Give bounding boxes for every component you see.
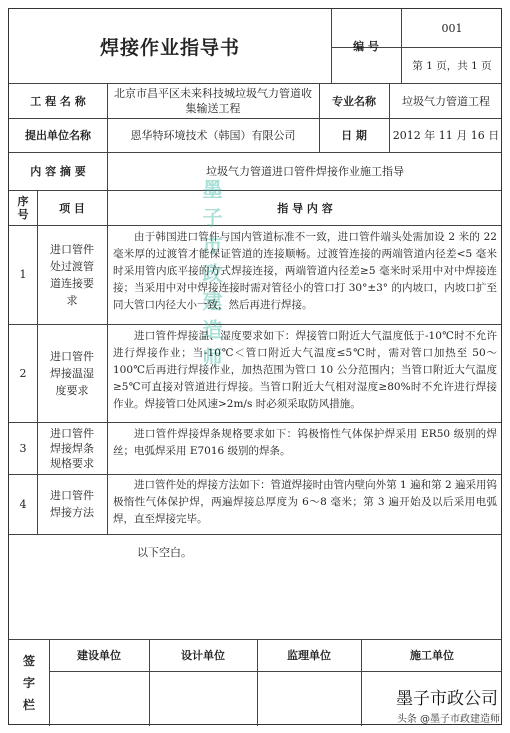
watermark: 墨子市政建造师 — [199, 179, 223, 375]
signature-column-supervision: 监理单位 — [287, 649, 331, 662]
rule — [49, 671, 501, 672]
summary-value: 垃圾气力管道进口管件焊接作业施工指导 — [206, 165, 404, 178]
row-content: 由于韩国进口管件与国内管道标准不一致，进口管件端头处需加设 2 米的 22 毫米厚的过渡管才能保证管道的连接顺畅。过渡管连接的两端管道内径差<5 毫米时采用管内底平接的方式焊接连接，两端管道内径差≥5 毫米时采用中对中焊接连接；当采用中对中焊接连接时需对管径小的管口打 30°±3° 的内坡口，内坡口扩至同大管口内径大小一致，然后再进行焊接。 — [113, 231, 497, 311]
document-title: 焊接作业指导书 — [99, 36, 240, 59]
column-header-item: 项 目 — [59, 201, 85, 215]
specialty-value: 垃圾气力管道工程 — [402, 94, 490, 108]
row-item: 进口管件焊接焊条规格要求 — [50, 426, 94, 470]
signature-column-construction: 建设单位 — [77, 649, 121, 662]
signature-label: 签字栏 — [22, 653, 35, 712]
rule — [9, 534, 501, 535]
guide-sheet — [8, 8, 502, 725]
blank-note: 以下空白。 — [137, 546, 192, 559]
row-number: 1 — [19, 268, 27, 281]
brand-overlay: 墨子市政公司 — [396, 689, 498, 709]
row-content: 进口管件焊接温、湿度要求如下：焊接管口附近大气温度低于-10℃时不允许进行焊接作业；当-10℃＜管口附近大气温度≤5℃时，需对管口加热至 50～100℃后再进行焊接作业，加热范围为管口 10 公分范围内；当管口附近大气温度≥5℃可直接对管道进行焊接。当管口附近大气相对湿度≥80%时不允许进行焊接作业。焊接管口处风速>2m/s 时必须采取防风措施。 — [113, 330, 497, 410]
rule — [107, 190, 108, 534]
row-number: 2 — [19, 366, 27, 380]
signature-column-design: 设计单位 — [181, 649, 225, 662]
submitter-value: 恩华特环境技术（韩国）有限公司 — [130, 129, 296, 142]
row-item: 进口管件处过渡管道连接要求 — [50, 242, 94, 307]
column-header-guide: 指 导 内 容 — [277, 201, 333, 215]
number-label: 编 号 — [353, 40, 379, 53]
row-content: 进口管件处的焊接方法如下：管道焊接时由管内壁向外第 1 遍和第 2 遍采用钨极惰性气体保护焊，两遍焊接总厚度为 6～8 毫米；第 3 遍开始及以后采用电弧焊，直至焊接完毕。 — [113, 479, 497, 525]
column-header-no: 序号 — [17, 194, 29, 221]
specialty-label: 专业名称 — [332, 94, 376, 108]
source-credit: 头条 @墨子市政建造师 — [396, 714, 500, 725]
date-value: 2012 年 11 月 16 日 — [392, 129, 500, 142]
submitter-label: 提出单位名称 — [25, 129, 91, 142]
page-info: 第 1 页，共 1 页 — [412, 59, 492, 72]
summary-label: 内 容 摘 要 — [30, 165, 86, 178]
project-value: 北京市昌平区未来科技城垃圾气力管道收集输送工程 — [114, 86, 312, 115]
date-label: 日 期 — [341, 129, 367, 142]
row-number: 4 — [19, 497, 27, 511]
number-value: 001 — [441, 21, 463, 35]
signature-column-contractor: 施工单位 — [410, 649, 454, 662]
row-content: 进口管件焊接焊条规格要求如下：钨极惰性气体保护焊采用 ER50 级别的焊丝；电弧焊采用 E7016 级别的焊条。 — [113, 428, 497, 457]
row-item: 进口管件焊接方法 — [50, 489, 94, 519]
row-number: 3 — [19, 441, 27, 455]
row-item: 进口管件焊接温湿度要求 — [50, 349, 94, 397]
project-label: 工 程 名 称 — [30, 94, 86, 108]
